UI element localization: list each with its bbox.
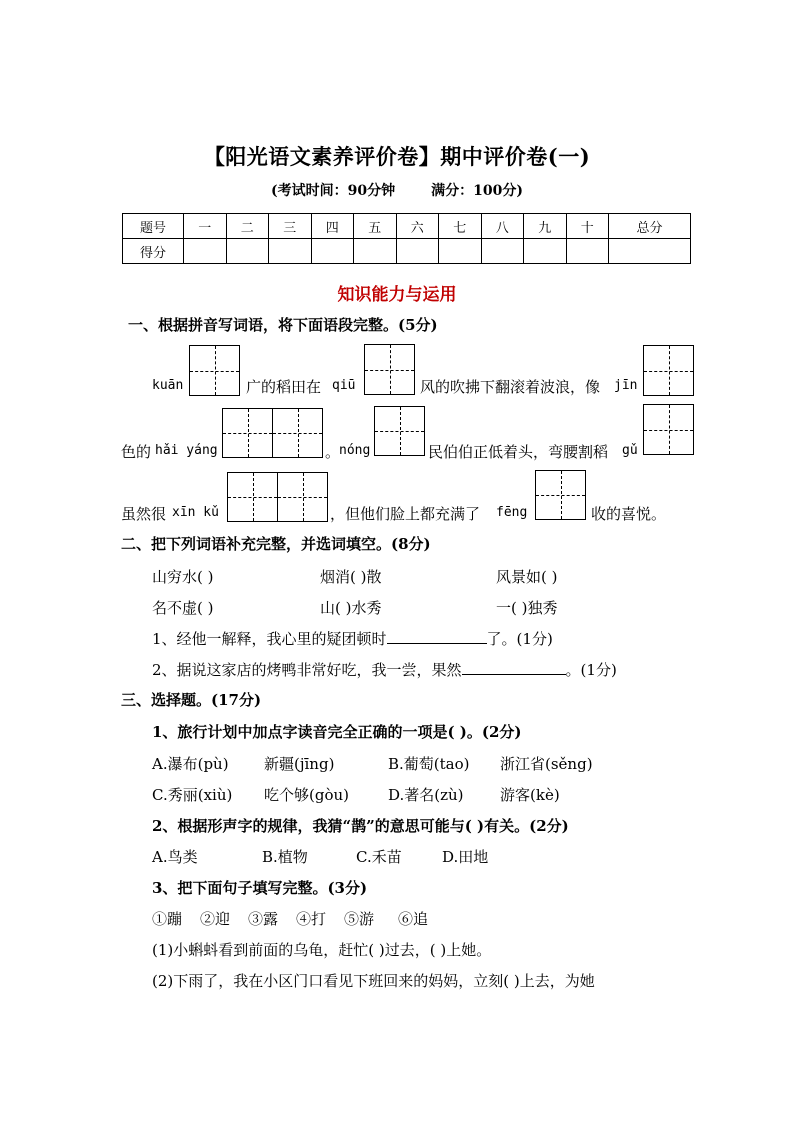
score-row-label: 得分	[123, 239, 184, 264]
writing-grid[interactable]	[535, 470, 586, 520]
writing-grid[interactable]	[643, 404, 694, 455]
score-cell[interactable]	[439, 239, 482, 264]
pinyin-haiyang: hǎi yáng	[155, 443, 218, 458]
option-c[interactable]: C.秀丽(xiù)	[152, 786, 233, 804]
score-cell[interactable]	[226, 239, 269, 264]
q3-sub2-question: 2、根据形声字的规律，我猜“鹊”的意思可能与( )有关。(2分)	[152, 817, 569, 835]
passage-text: 虽然很	[121, 505, 167, 523]
page-title: 【阳光语文素养评价卷】期中评价卷(一)	[203, 144, 591, 169]
option-d[interactable]: D.著名(zù)	[388, 786, 464, 804]
section-title: 知识能力与运用	[337, 285, 457, 305]
fill-sentence-4: (2)下雨了，我在小区门口看见下班回来的妈妈，立刻( )上去，为她	[152, 972, 595, 990]
q3-heading: 三、选择题。(17分)	[121, 691, 262, 709]
sentence-text: 1、经他一解释，我心里的疑团顿时	[152, 630, 387, 648]
passage-text: 风的吹拂下翻滚着波浪，像	[420, 378, 601, 396]
header-cell: 七	[439, 214, 482, 239]
choice-item: ④打	[296, 910, 327, 928]
exam-info	[0, 180, 794, 200]
pinyin-jin: jīn	[614, 378, 638, 393]
writing-grid[interactable]	[272, 408, 323, 458]
sentence-end: 。(1分)	[565, 661, 617, 679]
choice-item: ①蹦	[152, 910, 183, 928]
header-cell: 二	[226, 214, 269, 239]
writing-grid[interactable]	[364, 344, 415, 395]
header-cell: 十	[566, 214, 609, 239]
header-cell: 一	[184, 214, 227, 239]
pinyin-qiu: qiū	[332, 378, 356, 393]
q3-sub3-question: 3、把下面句子填写完整。(3分)	[152, 879, 368, 897]
score-cell[interactable]	[566, 239, 609, 264]
fill-sentence-2	[152, 659, 617, 680]
q2-heading: 二、把下列词语补充完整，并选词填空。(8分)	[121, 535, 431, 553]
header-cell: 总分	[609, 214, 691, 239]
score-cell[interactable]	[354, 239, 397, 264]
option-d[interactable]: D.田地	[442, 848, 489, 866]
option-text: 浙江省(sěng)	[500, 755, 593, 773]
pinyin-nong: nóng	[339, 443, 371, 458]
option-text: 吃个够(gòu)	[264, 786, 349, 804]
header-cell: 五	[354, 214, 397, 239]
score-cell[interactable]	[524, 239, 567, 264]
option-b[interactable]: B.植物	[262, 848, 308, 866]
q1-heading: 一、根据拼音写词语，将下面语段完整。(5分)	[128, 316, 438, 334]
header-cell: 六	[396, 214, 439, 239]
idiom-item: 一( )独秀	[496, 599, 558, 617]
passage-text: 收的喜悦。	[591, 505, 667, 523]
score-cell[interactable]	[311, 239, 354, 264]
exam-total-score: 满分：100分)	[431, 183, 523, 199]
option-b[interactable]: B.葡萄(tao)	[388, 755, 470, 773]
score-cell[interactable]	[396, 239, 439, 264]
score-table-header-row	[123, 214, 691, 239]
choice-item: ⑤游	[344, 910, 375, 928]
idiom-item: 山穷水( )	[152, 568, 214, 586]
writing-grid[interactable]	[277, 472, 328, 522]
header-cell: 四	[311, 214, 354, 239]
choice-item: ③露	[248, 910, 279, 928]
writing-grid[interactable]	[189, 345, 240, 396]
score-cell[interactable]	[609, 239, 691, 264]
score-cell[interactable]	[481, 239, 524, 264]
exam-time: (考试时间：90分钟	[271, 183, 396, 199]
answer-blank[interactable]	[387, 643, 487, 644]
sentence-end: 了。(1分)	[486, 630, 553, 648]
idiom-item: 烟消( )散	[320, 568, 382, 586]
passage-text: 民伯伯正低着头，弯腰割稻	[428, 443, 609, 461]
option-text: 新疆(jīng)	[264, 755, 335, 773]
score-cell[interactable]	[184, 239, 227, 264]
pinyin-xinku: xīn kǔ	[172, 505, 219, 520]
option-a[interactable]: A.鸟类	[152, 848, 198, 866]
passage-text: 。	[325, 443, 341, 461]
writing-grid[interactable]	[643, 345, 694, 396]
idiom-item: 名不虚( )	[152, 599, 214, 617]
option-a[interactable]: A.瀑布(pù)	[152, 755, 229, 773]
writing-grid[interactable]	[374, 406, 425, 456]
passage-text: 广的稻田在	[246, 378, 322, 396]
passage-text: 色的	[121, 443, 152, 461]
score-cell[interactable]	[269, 239, 312, 264]
writing-grid[interactable]	[222, 408, 273, 458]
option-c[interactable]: C.禾苗	[356, 848, 402, 866]
writing-grid[interactable]	[227, 472, 278, 522]
choice-item: ②迎	[200, 910, 231, 928]
header-cell: 九	[524, 214, 567, 239]
score-table-score-row	[123, 239, 691, 264]
passage-text: ，但他们脸上都充满了	[330, 505, 481, 523]
choice-item: ⑥追	[398, 910, 429, 928]
header-cell: 八	[481, 214, 524, 239]
fill-sentence-3: (1)小蝌蚪看到前面的乌龟，赶忙( )过去，( )上她。	[152, 941, 492, 959]
idiom-item: 风景如( )	[496, 568, 558, 586]
pinyin-feng: fēng	[496, 505, 528, 520]
score-table	[122, 213, 691, 264]
option-text: 游客(kè)	[500, 786, 560, 804]
idiom-item: 山( )水秀	[320, 599, 382, 617]
pinyin-kuan: kuān	[152, 378, 184, 393]
header-cell: 题号	[123, 214, 184, 239]
fill-sentence-1	[152, 628, 553, 649]
sentence-text: 2、据说这家店的烤鸭非常好吃，我一尝，果然	[152, 661, 462, 679]
q3-sub1-question: 1、旅行计划中加点字读音完全正确的一项是( )。(2分)	[152, 723, 522, 741]
answer-blank[interactable]	[462, 674, 566, 675]
pinyin-gu: gǔ	[622, 443, 638, 458]
header-cell: 三	[269, 214, 312, 239]
